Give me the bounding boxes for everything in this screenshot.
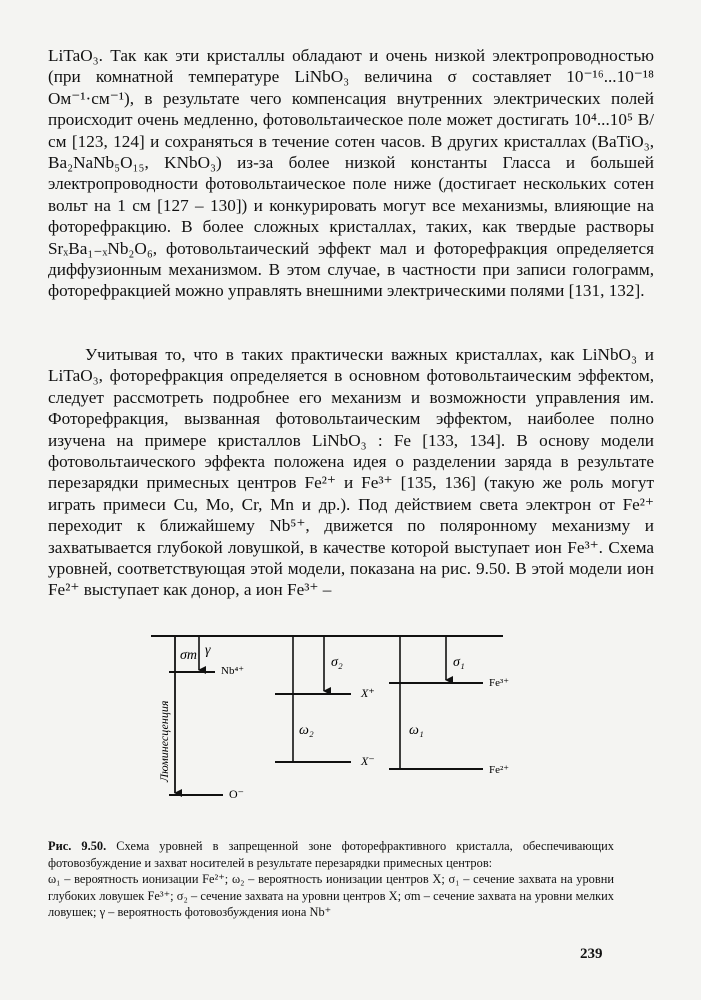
energy-level-diagram [147, 622, 510, 822]
body-paragraph-2: Учитывая то, что в таких практически важных кристаллах, как LiNbO₃ и LiTaO₃, фоторефракция определяется в основном фотовольтаическим эффектом, следует рассмотреть подробнее его механизм и возможности управления им. Фоторефракция, вызванная фотовольтаическим эффектом, наиболее полно изучена на примере кристаллов LiNbO₃ : Fe [133, 134]. В основу модели фотовольтаического эффекта положена идея о разделении заряда в результате перезарядки примесных центров Fe²⁺ и Fe³⁺ [135, 136] (такую же роль могут играть примеси Cu, Mo, Cr, Mn и др.). Под действием света электрон от Fe²⁺ переходит к ближайшему Nb⁵⁺, движется по поляронному механизму и захватывается глубокой ловушкой, в качестве которой выступает ион Fe³⁺. Схема уровней, соответствующая этой модели, показана на рис. 9.50. В этой модели ион Fe²⁺ выступает как донор, а ион Fe³⁺ – [48, 345, 654, 600]
page-number: 239 [580, 946, 603, 962]
omega1-label: ω₁ [409, 723, 424, 738]
sigma-m-label: σm [180, 648, 198, 663]
sigma2-label: σ₂ [331, 655, 343, 670]
x-minus-label: X⁻ [361, 754, 375, 768]
x-plus-label: X⁺ [361, 686, 375, 700]
fe2-label: Fe²⁺ [489, 764, 510, 776]
fe3-label: Fe³⁺ [489, 677, 510, 689]
body-paragraph-1: LiTaO₃. Так как эти кристаллы обладают и очень низкой электропроводностью (при комнатной температуре LiNbO₃ величина σ составляет 10⁻¹⁶...10⁻¹⁸ Ом⁻¹·см⁻¹), в результате чего компенсация внутренних электрических полей происходит очень медленно, фотовольтаическое поле может достигать 10⁴...10⁵ В/см [123, 124] и сохраняться в течение сотен часов. В других кристаллах (BaTiO₃, Ba₂NaNb₅O₁₅, KNbO₃) из-за более низкой константы Гласса и большей электропроводности фотовольтаическое поле ниже (достигает нескольких сотен вольт на 1 см [127 – 130]) и конкурировать могут все механизмы, влияющие на фоторефракцию. В более сложных кристаллах, таких, как твердые растворы SrₓBa₁₋ₓNb₂O₆, фотовольтаический эффект мал и фоторефракция определяется диффузионным механизмом. В этом случае, в частности при записи голограмм, фоторефракцией можно управлять внешними электрическими полями [131, 132]. [48, 46, 654, 301]
nb-label: Nb⁴⁺ [221, 665, 245, 677]
sigma1-label: σ₁ [453, 655, 465, 670]
gamma-label: γ [205, 643, 211, 658]
caption-text: Схема уровней в запрещенной зоне фоторефрактивного кристалла, обеспечивающих фотовозбуждение и захват носителей в результате перезарядки примесных центров: [48, 839, 615, 870]
luminescence-label: Люминесценция [157, 700, 171, 782]
omega2-label: ω₂ [299, 723, 314, 738]
caption-legend: ω₁ – вероятность ионизации Fe²⁺; ω₂ – вероятность ионизации центров X; σ₁ – сечение захвата на уровни глубоких ловушек Fe³⁺; σ₂ – сечение захвата на уровни центров X; σm – сечение захвата на уровни мелких ловушек; γ – вероятность фотовозбуждения иона Nb⁺ [48, 872, 614, 920]
figure-caption [48, 838, 614, 921]
o-minus-label: O⁻ [229, 787, 244, 801]
caption-label: Рис. 9.50. [48, 839, 107, 853]
